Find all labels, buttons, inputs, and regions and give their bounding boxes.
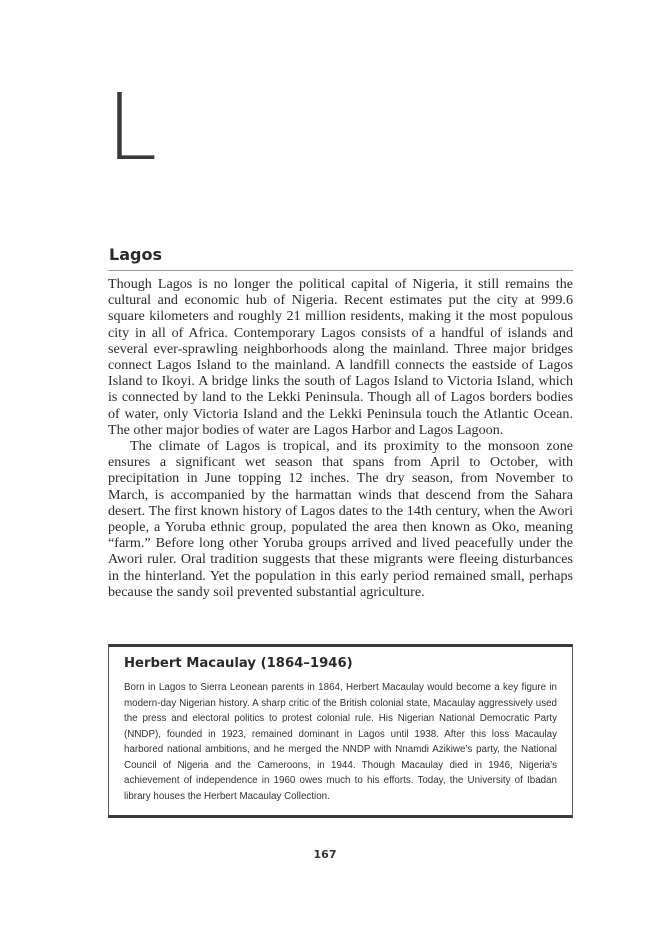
page-number: 167 [313,848,337,861]
body-paragraph: Though Lagos is no longer the political capital of Nigeria, it still remains the cultural and economic hub of Nigeria. Recent estimates put the city at 999.6 square kilometers and roughly 21 million residents, making it the most populous city in all of Africa. Contemporary Lagos consists of a handful of islands and several ever-sprawling neighborhoods along the mainland. Three major bridges connect Lagos Island to the mainland. A landfill connects the eastside of Lagos Island to Ikoyi. A bridge links the south of Lagos Island to Victoria Island, which is connected by land to the Lekki Peninsula. Though all of Lagos borders bodies of water, only Victoria Island and the Lekki Peninsula touch the Atlantic Ocean. The other major bodies of water are Lagos Harbor and Lagos Lagoon. [108,276,573,438]
sidebar-title: Herbert Macaulay (1864–1946) [124,656,353,671]
body-paragraph: The climate of Lagos is tropical, and its proximity to the monsoon zone ensures a significant wet season that spans from April to October, with precipitation in June topping 12 inches. The dry season, from November to March, is accompanied by the harmattan winds that descend from the Sahara desert. The first known history of Lagos dates to the 14th century, when the Awori people, a Yoruba ethnic group, populated the area then known as Oko, meaning “farm.” Before long other Yoruba groups arrived and lived peacefully under the Awori ruler. Oral tradition suggests that these migrants were fleeing disturbances in the hinterland. Yet the population in this early period remained small, perhaps because the sandy soil prevented substantial agriculture. [108,438,573,600]
sidebar-box [108,644,573,818]
entry-title: Lagos [109,245,162,264]
sidebar-text: Born in Lagos to Sierra Leonean parents in 1864, Herbert Macaulay would become a key figure in modern-day Nigerian history. A sharp critic of the British colonial state, Macaulay aggressively used the press and electoral politics to protest colonial rule. His Nigerian National Democratic Party (NNDP), founded in 1923, remained dominant in Lagos until 1938. After this loss Macaulay harbored national ambitions, and he merged the NNDP with Nnamdi Azikiwe’s party, the National Council of Nigeria and the Cameroons, in 1944. Though Macaulay died in 1946, Nigeria’s achievement of independence in 1960 owes much to his efforts. Today, the University of Ibadan library houses the Herbert Macaulay Collection. [124,682,557,802]
chapter-letter: L [106,74,158,181]
title-rule [108,270,573,271]
entry-body [108,276,573,600]
